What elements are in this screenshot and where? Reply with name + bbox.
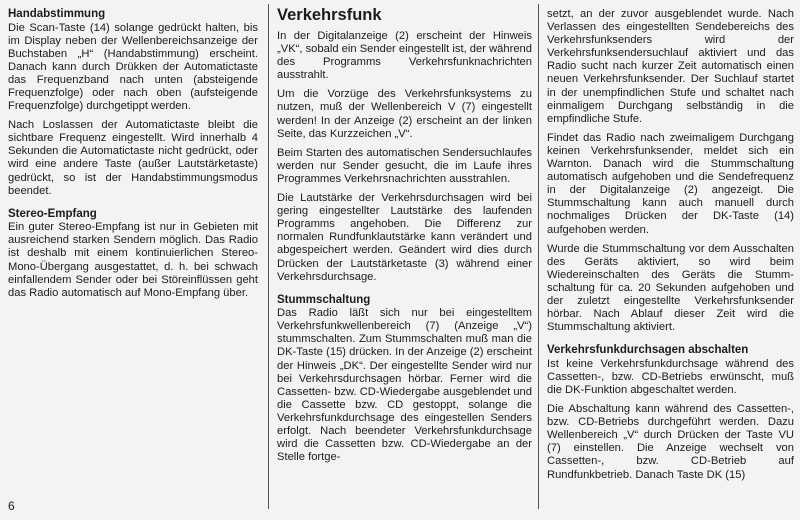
column-divider: [538, 4, 539, 509]
page-number: 6: [8, 499, 15, 513]
paragraph: Die Scan-Taste (14) solange gedrückt halten, bis im Display neben der Wellenbereichsanzeige der Buchstaben „H“ (Handabstimmung) erscheint. Danach kann durch Drükken der Automatictaste das Frequenzband nach unten (absteigende Frequenzfolge) oder nach oben (aufsteigende Frequenzfolge) durchgetippt werden.: [8, 21, 258, 113]
paragraph: setzt, an der zuvor ausgeblendet wurde. Nach Verlassen des eingestellten Sendebereichs des Verkehrsfunksenders wird der Verkehrsfunksendersuchlauf aktiviert und das Radio sucht nach kurzer Zeit automatisch einen neuen Verkehrsfunksender. Der Suchlauf startet in der unempfindlichen Stufe und schaltet nach einmaligem Durchgang selbständig in die empfindliche Stufe.: [547, 8, 794, 125]
heading-handabstimmung: Handabstimmung: [8, 8, 106, 20]
paragraph: Das Radio läßt sich nur bei eingestelltem Verkehrsfunkwellenbereich (7) (Anzeige „V“) stummschalten. Zum Stummschalten muß man die DK-Taste (15) drücken. In der Anzeige (2) erscheint der Hinweis „DK“. Der eingestellte Sender wird nur bei Verkehrsdurchsagen hörbar. Ferner wird die Cassetten- bzw. CD-Wiedergabe ausgeblendet und die Cassette bzw. CD gestoppt, solange die Verkehrsfunkdurchsage des eingestellen Senders erfolgt. Nach beendeter Verkehrsfunkdurchsage wird die Cassetten bzw. CD-Wiedergabe an der Stelle fortge-: [277, 307, 532, 464]
column-divider: [268, 4, 269, 509]
paragraph: Die Lautstärke der Verkehrsdurchsagen wird bei gering eingestellter Lautstärke des laufenden Programms angehoben. Die Differenz zur normalen Rundfunklautstärke kann verändert und abgespeichert werden. Geändert wird dies durch Drücken der Lautstärketaste (3) während einer Verkehrsdurchsage.: [277, 192, 532, 283]
heading-verkehrsfunk: Verkehrsfunk: [277, 6, 382, 24]
heading-verkehrsfunkdurchsagen-abschalten: Verkehrsfunkdurchsagen abschalten: [547, 344, 749, 357]
column-middle: [277, 8, 532, 470]
paragraph: Findet das Radio nach zweimaligem Durchgang keinen Verkehrsfunksender, meldet sich ein Warnton. Danach wird die Stummschaltung automatisch aufgehoben und die Sendefrequenz in der Digitalanzeige (2) angezeigt. Die Stummschaltung kann auch manuell durch nochmaliges Drücken der DK-Taste (14) aufgehoben werden.: [547, 131, 794, 236]
paragraph: In der Digitalanzeige (2) erscheint der Hinweis „VK“, sobald ein Sender eingestellt ist, der während des Programms Verkehrsfunknachrichten ausstrahlt.: [277, 30, 532, 82]
paragraph: Ist keine Verkehrsfunkdurchsage während des Cassetten-, bzw. CD-Betriebs erwünscht, muß die DK-Funktion abgeschaltet werden.: [547, 357, 794, 396]
heading-stummschaltung: Stummschaltung: [277, 293, 371, 306]
paragraph: Die Abschaltung kann während des Cassetten-, bzw. CD-Betriebs durchgeführt werden. Dazu Wellenbereich „V“ durch Drücken der Taste VU (7) einstellen. Die Anzeige wechselt von Cassetten-, bzw. CD-Betrieb auf Rundfunkbetrieb. Danach Taste DK (15): [547, 403, 794, 481]
heading-stereo-empfang: Stereo-Empfang: [8, 207, 97, 220]
paragraph: Beim Starten des automatischen Sendersuchlaufes werden nur Sender gesucht, die im Laufe ihres Programmes Verkehrsnachrichten ausstrahlen.: [277, 146, 532, 185]
paragraph: Ein guter Stereo-Empfang ist nur in Gebieten mit ausreichend starken Sendern möglich. Das Radio ist deshalb mit einem kontinuierlichen Stereo-Mono-Übergang ausgestattet, d. h. bei schwach einfallendem Sender oder bei Störeinflüssen geht das Radio automatisch auf Mono-Empfang über.: [8, 221, 258, 299]
column-right: [547, 8, 794, 488]
column-left: [8, 8, 258, 306]
paragraph: Nach Loslassen der Automatictaste bleibt die sichtbare Frequenz eingestellt. Wird innerhalb 4 Sekunden die Automatictaste nicht gedrückt, oder wird eine andere Taste (außer Lautstärketaste) gedrückt, so ist der Handabstimmungsmodus beendet.: [8, 119, 258, 197]
paragraph: Um die Vorzüge des Verkehrsfunksystems zu nutzen, muß der Wellenbereich V (7) eingestellt werden! In der Anzeige (2) erscheint an der linken Seite, das Kurzzeichen „V“.: [277, 88, 532, 140]
paragraph: Wurde die Stummschaltung vor dem Ausschalten des Geräts aktiviert, so wird beim Wiedereinschalten des Geräts die Stummschaltung für ca. 20 Sekunden aufgehoben und der zuletzt eingestellte Verkehrsfunksender hörbar. Nach Ablauf dieser Zeit wird die Stummschaltung aktiviert.: [547, 242, 794, 334]
